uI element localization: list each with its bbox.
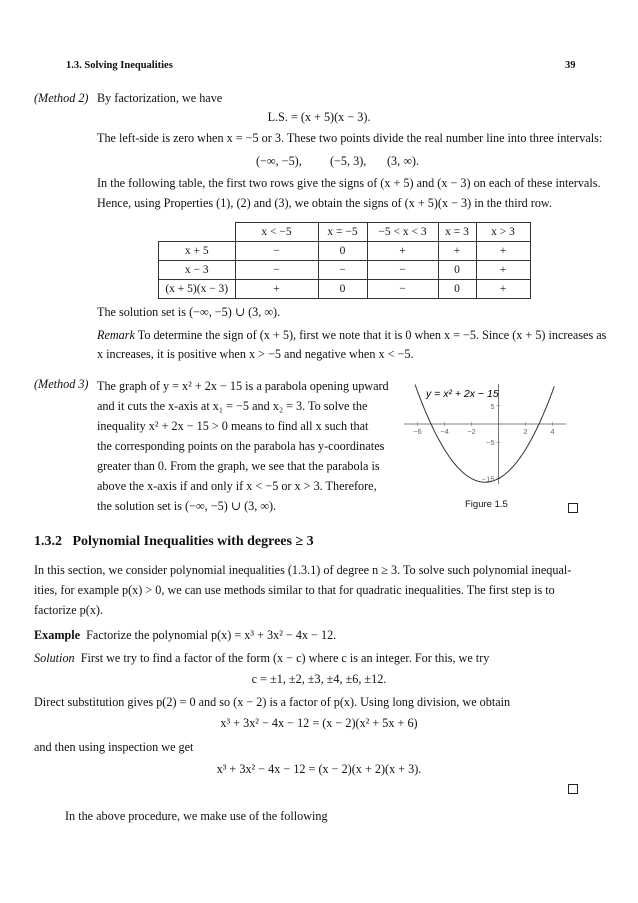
method2-line3: Hence, using Properties (1), (2) and (3), we obtain the signs of (x + 5)(x − 3) in the third row. [97, 196, 552, 210]
table-row [159, 242, 531, 261]
solution-set-method2: The solution set is (−∞, −5) ∪ (3, ∞). [97, 305, 281, 319]
remark-line2: x increases, it is positive when x > −5 and negative when x < −5. [97, 347, 414, 361]
remark-line1 [97, 328, 606, 343]
method3-label: (Method 3) [34, 377, 89, 391]
table-row [159, 261, 531, 280]
solution-line2: Direct substitution gives p(2) = 0 and so (x − 2) is a factor of p(x). Using long division, we obtain [34, 695, 511, 709]
x-tick-label: 2 [523, 427, 528, 436]
table-cell: + [476, 280, 530, 299]
intro-line3: factorize p(x). [34, 603, 104, 617]
figure-label: y = x² + 2x − 15 [426, 388, 499, 400]
method2-intro: By factorization, we have [97, 91, 223, 105]
equation-1: x³ + 3x² − 4x − 12 = (x − 2)(x² + 5x + 6) [220, 716, 418, 730]
table-header: x = −5 [318, 223, 367, 242]
example-line [34, 628, 336, 643]
c-values: c = ±1, ±2, ±3, ±4, ±6, ±12. [251, 672, 387, 686]
y-tick-label: −5 [485, 438, 495, 448]
table-cell: − [367, 261, 438, 280]
method2-line2: In the following table, the first two rows give the signs of (x + 5) and (x − 3) on each of these intervals. [97, 176, 601, 190]
remark-label: Remark [97, 328, 135, 342]
table-cell: − [367, 280, 438, 299]
running-header: 1.3. Solving Inequalities [66, 60, 173, 71]
intro-line2: ities, for example p(x) > 0, we can use methods similar to that for quadratic inequalities. The first step is to [34, 583, 555, 597]
x-tick-label: −6 [413, 427, 422, 436]
section-number: 1.3.2 [34, 534, 62, 549]
table-header-row [159, 223, 531, 242]
x-tick-label: 4 [550, 427, 555, 436]
method3-line: above the x-axis if and only if x < −5 or x > 3. Therefore, [97, 479, 377, 493]
row-label: x − 3 [159, 261, 236, 280]
method3-line: the solution set is (−∞, −5) ∪ (3, ∞). [97, 499, 277, 513]
table-row [159, 280, 531, 299]
sign-table [158, 222, 531, 299]
method3-line: inequality x² + 2x − 15 > 0 means to find all x such that [97, 419, 369, 433]
solution-line3: and then using inspection we get [34, 740, 194, 754]
table-cell: − [318, 261, 367, 280]
method2-equation: L.S. = (x + 5)(x − 3). [267, 110, 371, 124]
example-text: Factorize the polynomial p(x) = x³ + 3x² − 4x − 12. [86, 628, 337, 642]
interval-2: (−5, 3), [330, 154, 367, 168]
method2-label: (Method 2) [34, 91, 89, 105]
table-cell: + [235, 280, 318, 299]
method3-line: The graph of y = x² + 2x − 15 is a parabola opening upward [97, 379, 389, 393]
remark-text: To determine the sign of (x + 5), first we note that it is 0 when x = −5. Since (x + 5) increases as [137, 328, 607, 342]
table-cell: + [438, 242, 476, 261]
equation-2: x³ + 3x² − 4x − 12 = (x − 2)(x + 2)(x + 3). [216, 762, 422, 776]
section-heading [34, 534, 314, 550]
y-tick-label: 5 [490, 401, 495, 411]
solution-text: First we try to find a factor of the form (x − c) where c is an integer. For this, we try [80, 651, 490, 665]
table-cell: + [367, 242, 438, 261]
table-header: −5 < x < 3 [367, 223, 438, 242]
figure-caption: Figure 1.5 [465, 499, 508, 510]
closing-line: In the above procedure, we make use of the following [65, 809, 328, 823]
method2-line1: The left-side is zero when x = −5 or 3. These two points divide the real number line into three intervals: [97, 131, 603, 145]
table-cell: 0 [438, 261, 476, 280]
table-cell: − [235, 261, 318, 280]
table-cell: 0 [318, 280, 367, 299]
interval-3: (3, ∞). [387, 154, 420, 168]
solution-label: Solution [34, 651, 75, 665]
interval-1: (−∞, −5), [256, 154, 302, 168]
method3-line: the corresponding points on the parabola has y-coordinates [97, 439, 385, 453]
row-label: x + 5 [159, 242, 236, 261]
row-label: (x + 5)(x − 3) [159, 280, 236, 299]
table-header: x = 3 [438, 223, 476, 242]
table-cell: − [235, 242, 318, 261]
method3-line: greater than 0. From the graph, we see that the parabola is [97, 459, 380, 473]
table-cell: 0 [318, 242, 367, 261]
solution-line [34, 651, 489, 666]
method3-line: and it cuts the x-axis at x₁ = −5 and x₂ = 3. To solve the [97, 399, 368, 413]
x-tick-label: −2 [467, 427, 476, 436]
table-cell: 0 [438, 280, 476, 299]
table-header: x > 3 [476, 223, 530, 242]
table-cell: + [476, 242, 530, 261]
example-label: Example [34, 628, 81, 642]
page-number: 39 [565, 60, 576, 71]
qed-mark [568, 784, 578, 794]
intro-line1: In this section, we consider polynomial inequalities (1.3.1) of degree n ≥ 3. To solve such polynomial inequal- [34, 563, 572, 577]
x-tick-label: −4 [440, 427, 449, 436]
y-tick-label: −15 [481, 474, 495, 484]
table-cell: + [476, 261, 530, 280]
parabola-figure [400, 380, 570, 488]
section-title: Polynomial Inequalities with degrees ≥ 3 [72, 534, 314, 549]
table-header: x < −5 [235, 223, 318, 242]
qed-mark [568, 503, 578, 513]
